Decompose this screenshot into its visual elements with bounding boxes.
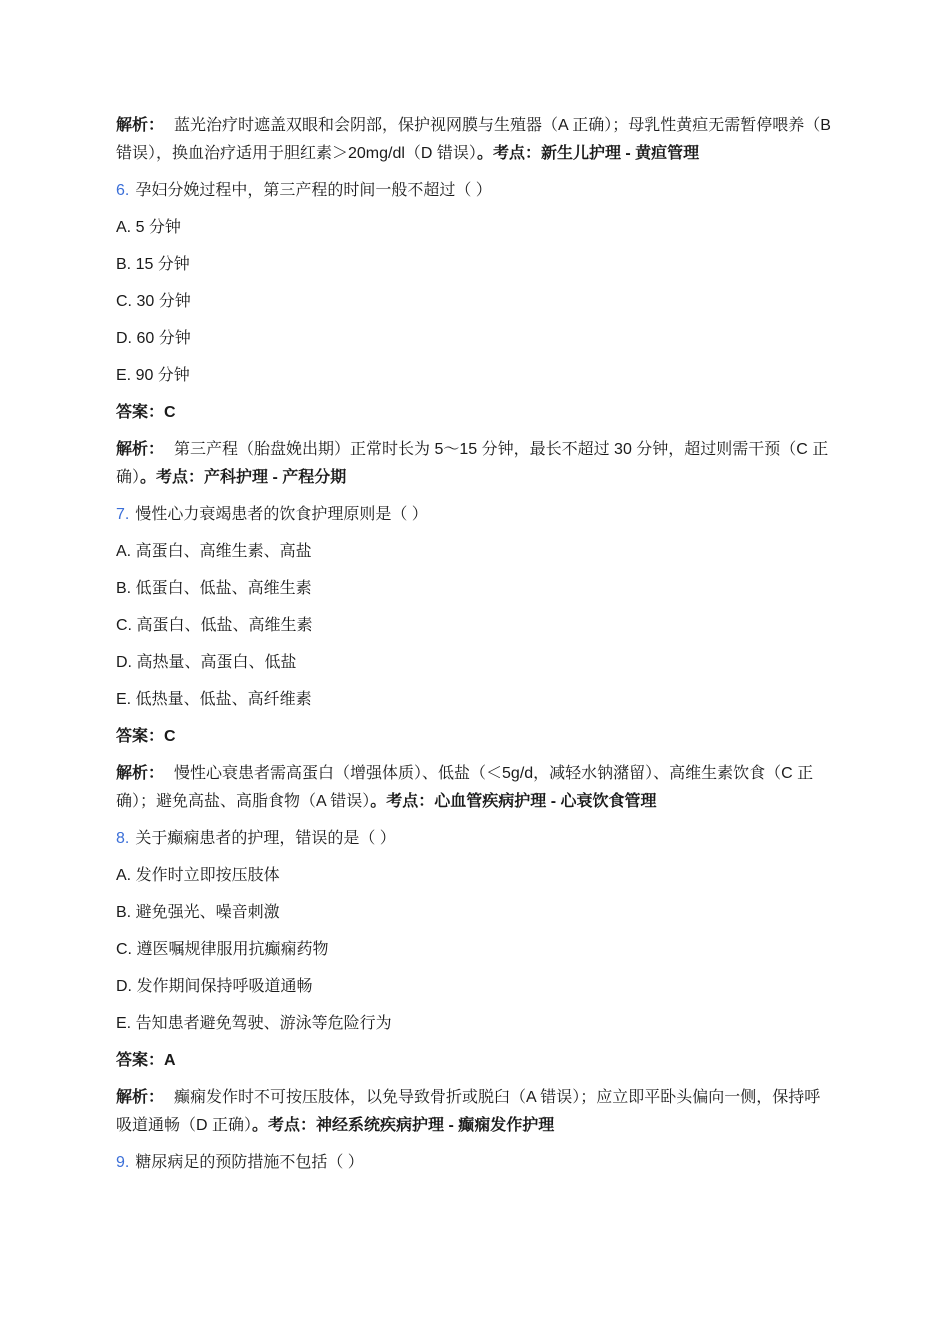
- knowledge-point: 。考点：心血管疾病护理 - 心衰饮食管理: [370, 793, 657, 810]
- analysis-text: 慢性心衰患者需高蛋白（增强体质）、低盐（＜5g/d，减轻水钠潴留）、高维生素饮食（C 正确）；避免高盐、高脂食物（A 错误）: [116, 765, 814, 810]
- option-d: D. 60 分钟: [116, 330, 191, 347]
- question-number: 9.: [116, 1154, 130, 1171]
- option-e: E. 告知患者避免驾驶、游泳等危险行为: [116, 1015, 392, 1032]
- analysis-label: 解析：: [116, 117, 165, 134]
- question-text: 糖尿病足的预防措施不包括（ ）: [135, 1154, 364, 1171]
- option-a: A. 5 分钟: [116, 219, 181, 236]
- option-b: B. 低蛋白、低盐、高维生素: [116, 580, 312, 597]
- answer: 答案：A: [116, 1052, 176, 1069]
- option-c: C. 高蛋白、低盐、高维生素: [116, 617, 313, 634]
- analysis-text: 第三产程（胎盘娩出期）正常时长为 5～15 分钟，最长不超过 30 分钟，超过则需干预（C 正确）: [116, 441, 829, 486]
- option-e: E. 90 分钟: [116, 367, 190, 384]
- option-a: A. 发作时立即按压肢体: [116, 867, 280, 884]
- option-b: B. 避免强光、噪音刺激: [116, 904, 280, 921]
- answer: 答案：C: [116, 728, 176, 745]
- option-e: E. 低热量、低盐、高纤维素: [116, 691, 312, 708]
- question-text: 孕妇分娩过程中，第三产程的时间一般不超过（ ）: [135, 182, 492, 199]
- analysis-block-q8: [116, 1084, 836, 1140]
- option-a: A. 高蛋白、高维生素、高盐: [116, 543, 312, 560]
- question-number: 6.: [116, 182, 130, 199]
- question-text: 慢性心力衰竭患者的饮食护理原则是（ ）: [135, 506, 428, 523]
- knowledge-point: 。考点：产科护理 - 产程分期: [140, 469, 347, 486]
- analysis-text: 癫痫发作时不可按压肢体，以免导致骨折或脱臼（A 错误）；应立即平卧头偏向一侧，保持呼吸道通畅（D 正确）: [116, 1089, 821, 1134]
- question-text: 关于癫痫患者的护理，错误的是（ ）: [135, 830, 396, 847]
- knowledge-point: 。考点：神经系统疾病护理 - 癫痫发作护理: [252, 1117, 555, 1134]
- question-stem-8: [116, 825, 836, 853]
- option-c: C. 遵医嘱规律服用抗癫痫药物: [116, 941, 329, 958]
- analysis-label: 解析：: [116, 441, 165, 458]
- analysis-block-q6: [116, 436, 836, 492]
- analysis-label: 解析：: [116, 765, 165, 782]
- analysis-block-q5: [116, 112, 836, 168]
- question-stem-6: [116, 177, 836, 205]
- option-d: D. 发作期间保持呼吸道通畅: [116, 978, 313, 995]
- option-d: D. 高热量、高蛋白、低盐: [116, 654, 297, 671]
- analysis-text: 蓝光治疗时遮盖双眼和会阴部，保护视网膜与生殖器（A 正确）；母乳性黄疸无需暂停喂养（B 错误），换血治疗适用于胆红素＞20mg/dl（D 错误）: [116, 117, 831, 162]
- option-c: C. 30 分钟: [116, 293, 191, 310]
- analysis-block-q7: [116, 760, 836, 816]
- question-stem-9: [116, 1149, 836, 1177]
- analysis-label: 解析：: [116, 1089, 165, 1106]
- option-b: B. 15 分钟: [116, 256, 190, 273]
- knowledge-point: 。考点：新生儿护理 - 黄疸管理: [476, 145, 700, 162]
- question-number: 8.: [116, 830, 130, 847]
- answer: 答案：C: [116, 404, 176, 421]
- document-page: [116, 112, 836, 1186]
- question-stem-7: [116, 501, 836, 529]
- question-number: 7.: [116, 506, 130, 523]
